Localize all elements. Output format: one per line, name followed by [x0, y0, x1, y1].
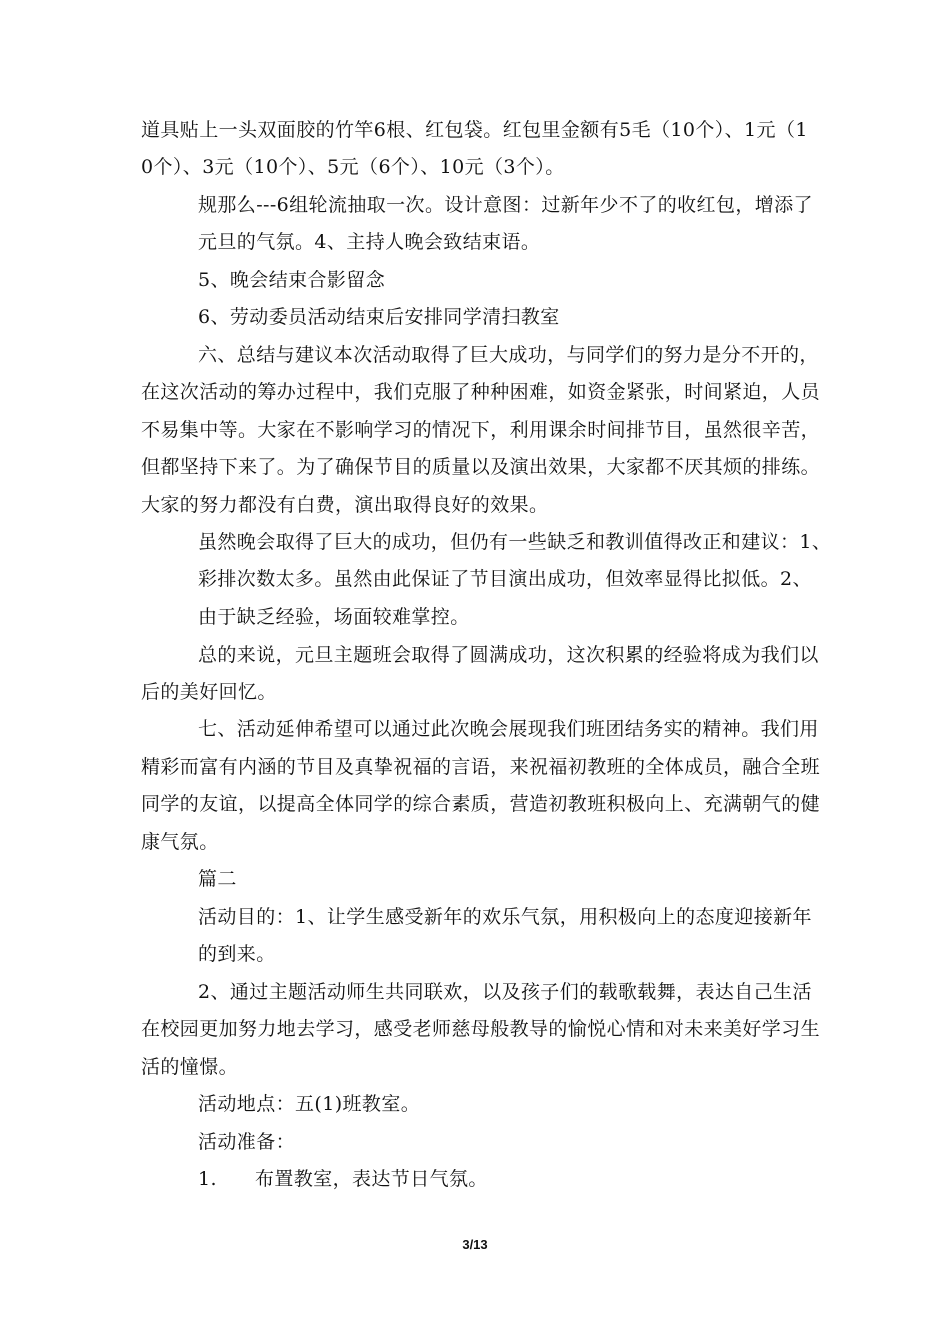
- text-line: 活的憧憬。: [141, 1056, 239, 1078]
- text-line: 在校园更加努力地去学习，感受老师慈母般教导的愉悦心情和对未来美好学习生: [141, 1018, 821, 1040]
- text-line: 后的美好回忆。: [141, 681, 277, 703]
- section-heading: 篇二: [198, 868, 237, 890]
- text-line: 由于缺乏经验，场面较难掌控。: [198, 606, 470, 628]
- text-line: 的到来。: [198, 943, 276, 965]
- text-line: 活动地点：五(1)班教室。: [198, 1093, 421, 1115]
- text-line: 七、活动延伸希望可以通过此次晚会展现我们班团结务实的精神。我们用: [198, 718, 819, 740]
- text-line: 康气氛。: [141, 831, 219, 853]
- text-line: 精彩而富有内涵的节目及真挚祝福的言语，来祝福初教班的全体成员，融合全班: [141, 756, 821, 778]
- list-item-text: 布置教室，表达节日气氛。: [255, 1168, 488, 1190]
- text-line: 元旦的气氛。4、主持人晚会致结束语。: [198, 231, 541, 253]
- list-item: [198, 1167, 488, 1191]
- text-line: 道具贴上一头双面胶的竹竿6根、红包袋。红包里金额有5毛（10个）、1元（1: [141, 119, 808, 141]
- text-line: 2、通过主题活动师生共同联欢，以及孩子们的载歌载舞，表达自己生活: [198, 981, 812, 1003]
- text-line: 活动目的：1、让学生感受新年的欢乐气氛，用积极向上的态度迎接新年: [198, 906, 812, 928]
- text-line: 但都坚持下来了。为了确保节目的质量以及演出效果，大家都不厌其烦的排练。: [141, 456, 821, 478]
- text-line: 5、晚会结束合影留念: [198, 269, 386, 291]
- text-line: 不易集中等。大家在不影响学习的情况下，利用课余时间排节目，虽然很辛苦，: [141, 419, 821, 441]
- list-number: 1.: [198, 1168, 217, 1190]
- text-line: 虽然晚会取得了巨大的成功，但仍有一些缺乏和教训值得改正和建议：1、: [198, 531, 832, 553]
- text-line: 同学的友谊，以提高全体同学的综合素质，营造初教班积极向上、充满朝气的健: [141, 793, 821, 815]
- text-line: 6、劳动委员活动结束后安排同学清扫教室: [198, 306, 560, 328]
- text-line: 活动准备：: [198, 1131, 296, 1153]
- text-line: 大家的努力都没有白费，演出取得良好的效果。: [141, 494, 549, 516]
- text-line: 六、总结与建议本次活动取得了巨大成功，与同学们的努力是分不开的，: [198, 344, 819, 366]
- text-line: 总的来说，元旦主题班会取得了圆满成功，这次积累的经验将成为我们以: [198, 644, 819, 666]
- page-number: 3/13: [462, 1237, 488, 1252]
- text-line: 0个）、3元（10个）、5元（6个）、10元（3个）。: [141, 156, 565, 178]
- text-line: 彩排次数太多。虽然由此保证了节目演出成功，但效率显得比拟低。2、: [198, 568, 812, 590]
- text-line: 规那么---6组轮流抽取一次。设计意图：过新年少不了的收红包，增添了: [198, 194, 813, 216]
- text-line: 在这次活动的筹办过程中，我们克服了种种困难，如资金紧张，时间紧迫，人员: [141, 381, 821, 403]
